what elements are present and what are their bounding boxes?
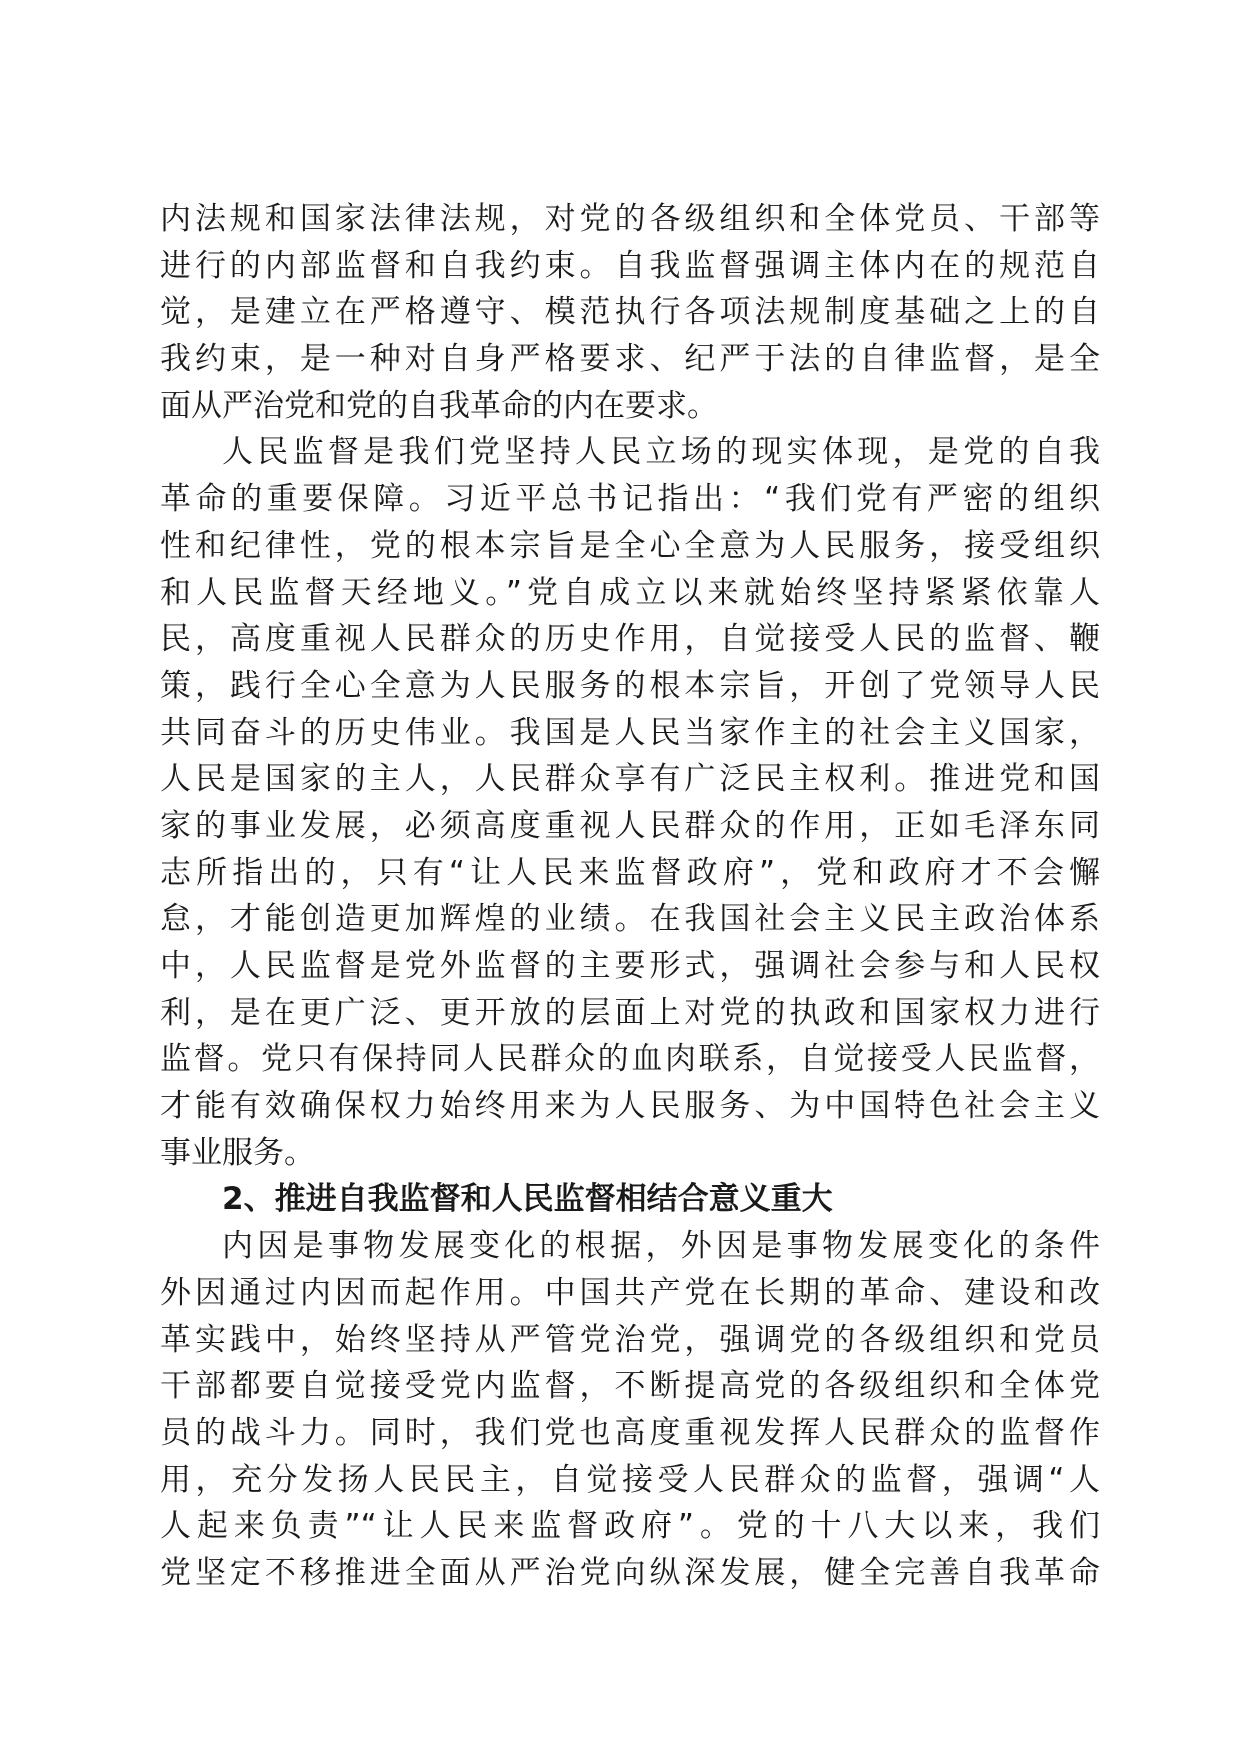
text-line: 人起来负责”“让人民来监督政府”。党的十八大以来，我们 [160,1508,1100,1545]
text-line: 内因是事物发展变化的根据，外因是事物发展变化的条件 [222,1228,1100,1265]
section-heading: 2、推进自我监督和人民监督相结合意义重大 [222,1181,833,1218]
text-line: 事业服务。 [160,1134,315,1171]
text-line: 进行的内部监督和自我约束。自我监督强调主体内在的规范自 [160,247,1100,284]
text-line: 干部都要自觉接受党内监督，不断提高党的各级组织和全体党 [160,1368,1100,1405]
text-line: 家的事业发展，必须高度重视人民群众的作用，正如毛泽东同 [160,807,1100,844]
text-line: 面从严治党和党的自我革命的内在要求。 [160,387,718,424]
text-line: 策，践行全心全意为人民服务的根本宗旨，开创了党领导人民 [160,667,1100,704]
text-line: 用，充分发扬人民民主，自觉接受人民群众的监督，强调“人 [160,1461,1100,1498]
text-line: 民，高度重视人民群众的历史作用，自觉接受人民的监督、鞭 [160,621,1100,658]
text-line: 我约束，是一种对自身严格要求、纪严于法的自律监督，是全 [160,341,1100,378]
text-line: 人民监督是我们党坚持人民立场的现实体现，是党的自我 [222,434,1100,471]
text-line: 中，人民监督是党外监督的主要形式，强调社会参与和人民权 [160,948,1100,984]
text-line: 利，是在更广泛、更开放的层面上对党的执政和国家权力进行 [160,994,1100,1031]
text-line: 才能有效确保权力始终用来为人民服务、为中国特色社会主义 [160,1088,1100,1125]
text-line: 革命的重要保障。习近平总书记指出：“我们党有严密的组织 [160,481,1100,518]
text-line: 监督。党只有保持同人民群众的血肉联系，自觉接受人民监督， [160,1041,1100,1078]
text-line: 党坚定不移推进全面从严治党向纵深发展，健全完善自我革命 [160,1554,1100,1591]
text-line: 共同奋斗的历史伟业。我国是人民当家作主的社会主义国家， [160,714,1100,751]
text-line: 和人民监督天经地义。”党自成立以来就始终坚持紧紧依靠人 [160,574,1100,611]
text-line: 内法规和国家法律法规，对党的各级组织和全体党员、干部等 [160,201,1100,237]
document-body [160,196,1100,1597]
text-line: 性和纪律性，党的根本宗旨是全心全意为人民服务，接受组织 [160,527,1100,564]
text-line: 人民是国家的主人，人民群众享有广泛民主权利。推进党和国 [160,761,1100,798]
text-line: 员的战斗力。同时，我们党也高度重视发挥人民群众的监督作 [160,1414,1100,1451]
text-line: 觉，是建立在严格遵守、模范执行各项法规制度基础之上的自 [160,294,1100,331]
text-line: 外因通过内因而起作用。中国共产党在长期的革命、建设和改 [160,1274,1100,1311]
text-line: 怠，才能创造更加辉煌的业绩。在我国社会主义民主政治体系 [160,901,1100,938]
text-line: 革实践中，始终坚持从严管党治党，强调党的各级组织和党员 [160,1321,1100,1358]
text-line: 志所指出的，只有“让人民来监督政府”，党和政府才不会懈 [160,854,1100,891]
